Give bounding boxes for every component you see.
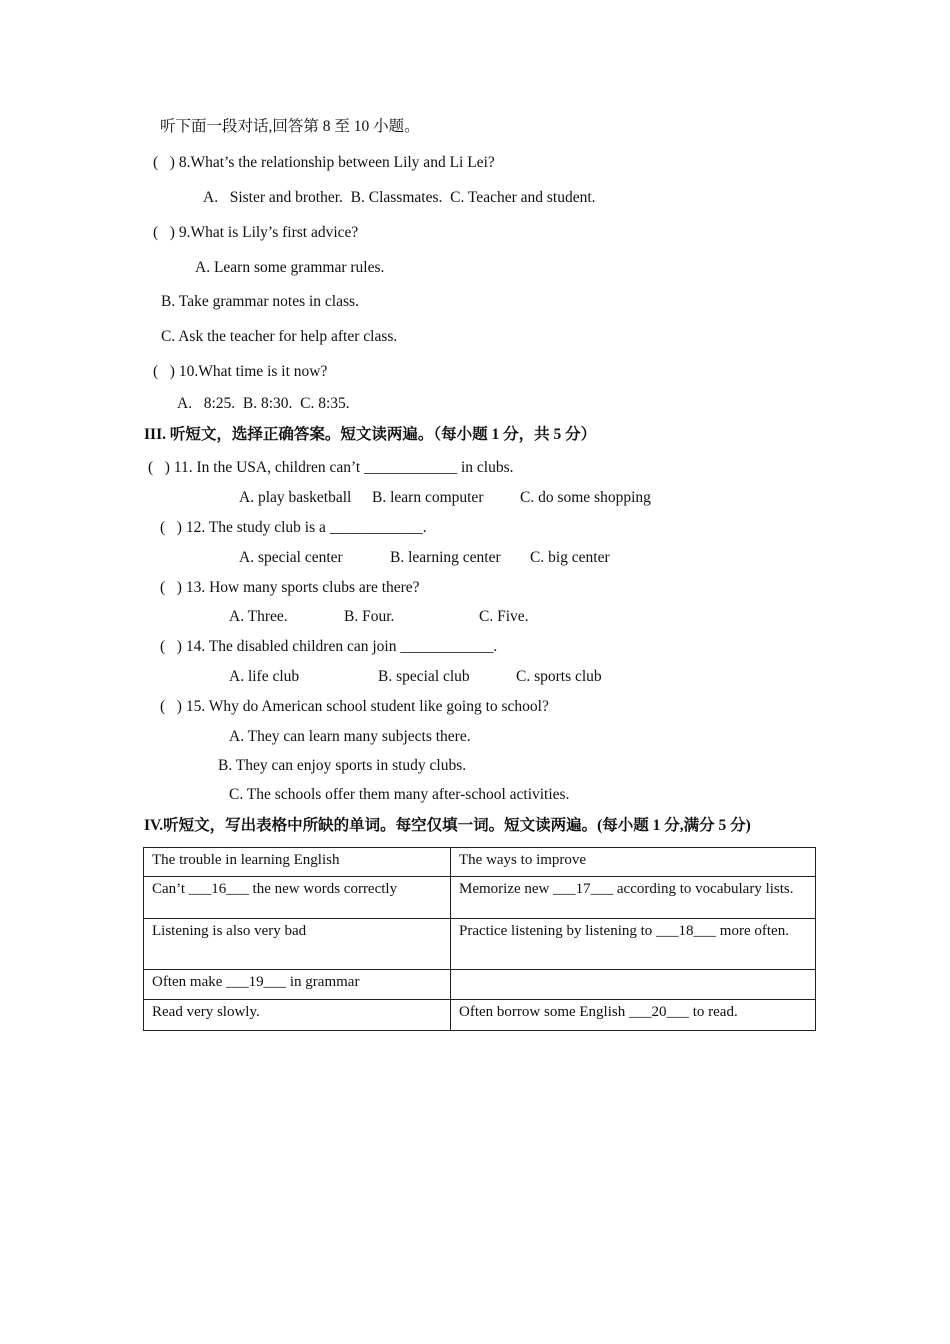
section-3-heading: III. 听短文，选择正确答案。短文读两遍。（每小题 1 分，共 5 分） [144,426,597,443]
question-8-options: A. Sister and brother. B. Classmates. C. Teacher and student. [203,189,596,206]
question-12-option-a: A. special center [239,549,343,566]
question-9-option-c: C. Ask the teacher for help after class. [161,328,398,345]
table-header-cell: The trouble in learning English [144,848,451,877]
table-cell: Read very slowly. [144,1000,451,1031]
question-10: ( ) 10.What time is it now? [153,363,328,380]
question-11-option-b: B. learn computer [372,489,484,506]
question-8: ( ) 8.What’s the relationship between Lily and Li Lei? [153,154,495,171]
question-14-option-a: A. life club [229,668,300,685]
question-14-option-c: C. sports club [516,668,602,685]
table-row [144,970,816,1000]
table-cell: Practice listening by listening to ___18___ more often. [451,919,816,970]
question-13-option-a: A. Three. [229,608,288,625]
question-11-option-a: A. play basketball [239,489,352,506]
question-11: ( ) 11. In the USA, children can’t ____________ in clubs. [148,459,514,476]
listening-intro: 听下面一段对话,回答第 8 至 10 小题。 [160,118,420,135]
question-12: ( ) 12. The study club is a ____________. [160,519,427,536]
question-12-option-c: C. big center [530,549,610,566]
table-header-row [144,848,816,877]
question-15-option-b: B. They can enjoy sports in study clubs. [218,757,467,774]
fill-in-table [143,847,816,1031]
table-cell: Often borrow some English ___20___ to read. [451,1000,816,1031]
question-9-option-a: A. Learn some grammar rules. [195,259,385,276]
question-13-option-c: C. Five. [479,608,529,625]
question-13: ( ) 13. How many sports clubs are there? [160,579,420,596]
question-15: ( ) 15. Why do American school student like going to school? [160,698,549,715]
question-14-option-b: B. special club [378,668,470,685]
table-row [144,919,816,970]
table-cell: Listening is also very bad [144,919,451,970]
question-15-option-a: A. They can learn many subjects there. [229,728,471,745]
question-13-option-b: B. Four. [344,608,395,625]
table-cell: Can’t ___16___ the new words correctly [144,877,451,919]
table-row [144,877,816,919]
question-12-option-b: B. learning center [390,549,501,566]
question-11-option-c: C. do some shopping [520,489,651,506]
question-10-options: A. 8:25. B. 8:30. C. 8:35. [177,395,350,412]
section-4-heading: IV.听短文，写出表格中所缺的单词。每空仅填一词。短文读两遍。(每小题 1 分,满分 5 分) [144,817,751,834]
table-header-cell: The ways to improve [451,848,816,877]
table-cell: Often make ___19___ in grammar [144,970,451,1000]
table-cell [451,970,816,1000]
question-15-option-c: C. The schools offer them many after-school activities. [229,786,570,803]
question-9-option-b: B. Take grammar notes in class. [161,293,359,310]
table-cell: Memorize new ___17___ according to vocabulary lists. [451,877,816,919]
question-9: ( ) 9.What is Lily’s first advice? [153,224,359,241]
question-14: ( ) 14. The disabled children can join ____________. [160,638,498,655]
table-row [144,1000,816,1031]
